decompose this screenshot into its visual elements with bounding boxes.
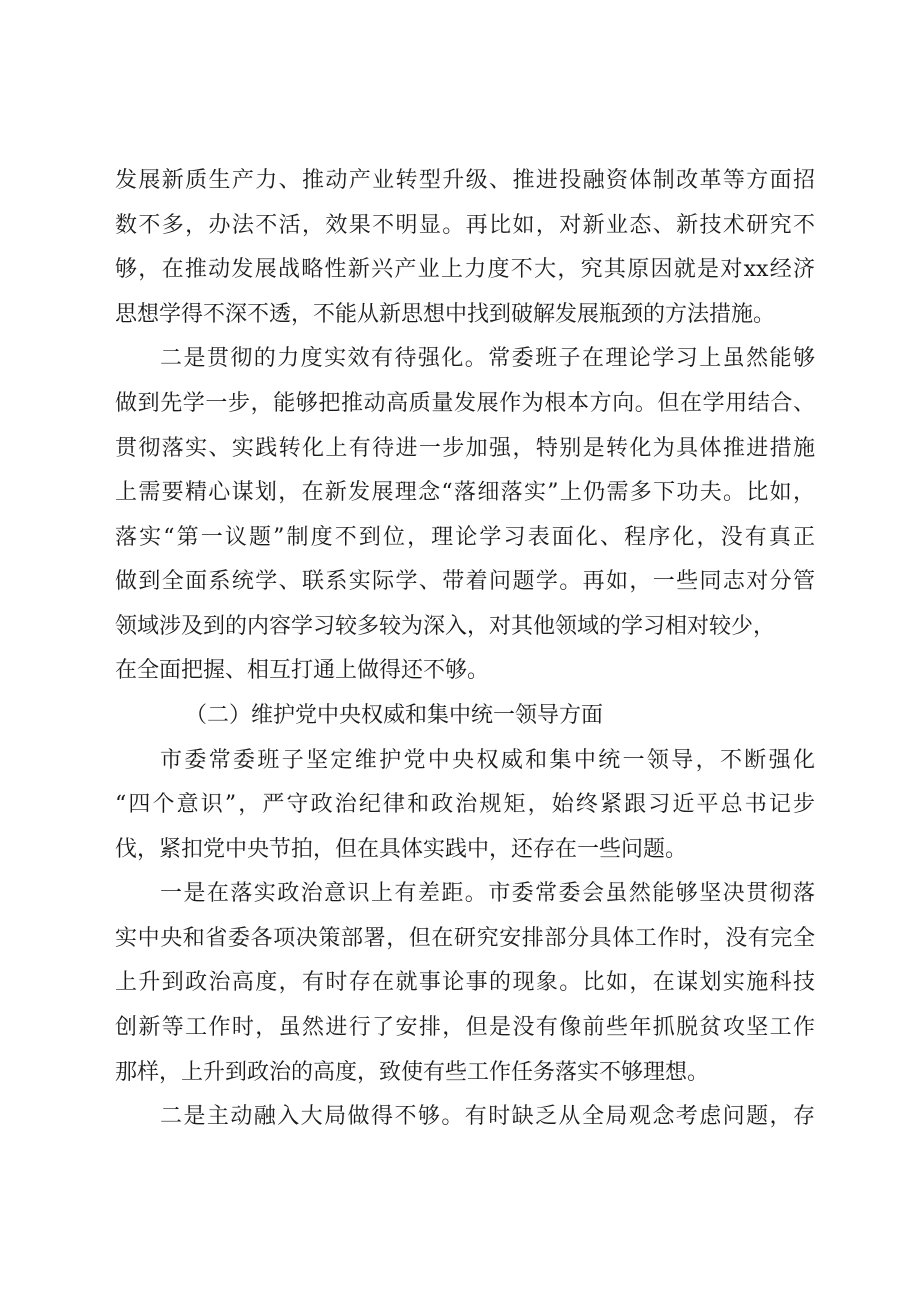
paragraph-line: 那样，上升到政治的高度，致使有些工作任务落实不够理想。	[115, 1060, 710, 1085]
paragraph-line: 一是在落实政治意识上有差距。市委常委会虽然能够坚决贯彻落	[160, 881, 815, 906]
paragraph-line: 实中央和省委各项决策部署，但在研究安排部分具体工作时，没有完全	[115, 926, 815, 951]
paragraph-line: 够，在推动发展战略性新兴产业上力度不大，究其原因就是对xx经济	[115, 257, 815, 282]
paragraph-line: 思想学得不深不透，不能从新思想中找到破解发展瓶颈的方法措施。	[115, 302, 776, 327]
paragraph-line: 市委常委班子坚定维护党中央权威和集中统一领导，不断强化	[160, 748, 815, 773]
paragraph-line: 创新等工作时，虽然进行了安排，但是没有像前些年抓脱贫攻坚工作	[115, 1015, 815, 1040]
paragraph-line: 上需要精心谋划，在新发展理念“落细落实”上仍需多下功夫。比如，	[115, 480, 815, 505]
paragraph-line: 二是主动融入大局做得不够。有时缺乏从全局观念考虑问题，存	[160, 1104, 815, 1129]
paragraph-line: 在全面把握、相互打通上做得还不够。	[115, 658, 490, 683]
paragraph-line: 落实“第一议题”制度不到位，理论学习表面化、程序化，没有真正	[115, 525, 815, 550]
paragraph-line: 贯彻落实、实践转化上有待进一步加强，特别是转化为具体推进措施	[115, 436, 815, 461]
paragraph-line: 二是贯彻的力度实效有待强化。常委班子在理论学习上虽然能够	[160, 346, 815, 371]
paragraph-line: 做到先学一步，能够把推动高质量发展作为根本方向。但在学用结合、	[115, 391, 815, 416]
section-heading: （二）维护党中央权威和集中统一领导方面	[185, 703, 604, 728]
paragraph-line: 领域涉及到的内容学习较多较为深入，对其他领域的学习相对较少，	[115, 614, 776, 639]
paragraph-line: 伐，紧扣党中央节拍，但在具体实践中，还存在一些问题。	[115, 837, 688, 862]
paragraph-line: 数不多，办法不活，效果不明显。再比如，对新业态、新技术研究不	[115, 213, 815, 238]
paragraph-line: 发展新质生产力、推动产业转型升级、推进投融资体制改革等方面招	[115, 168, 815, 193]
paragraph-line: “四个意识”，严守政治纪律和政治规矩，始终紧跟习近平总书记步	[115, 792, 815, 817]
paragraph-line: 做到全面系统学、联系实际学、带着问题学。再如，一些同志对分管	[115, 569, 815, 594]
paragraph-line: 上升到政治高度，有时存在就事论事的现象。比如，在谋划实施科技	[115, 970, 815, 995]
